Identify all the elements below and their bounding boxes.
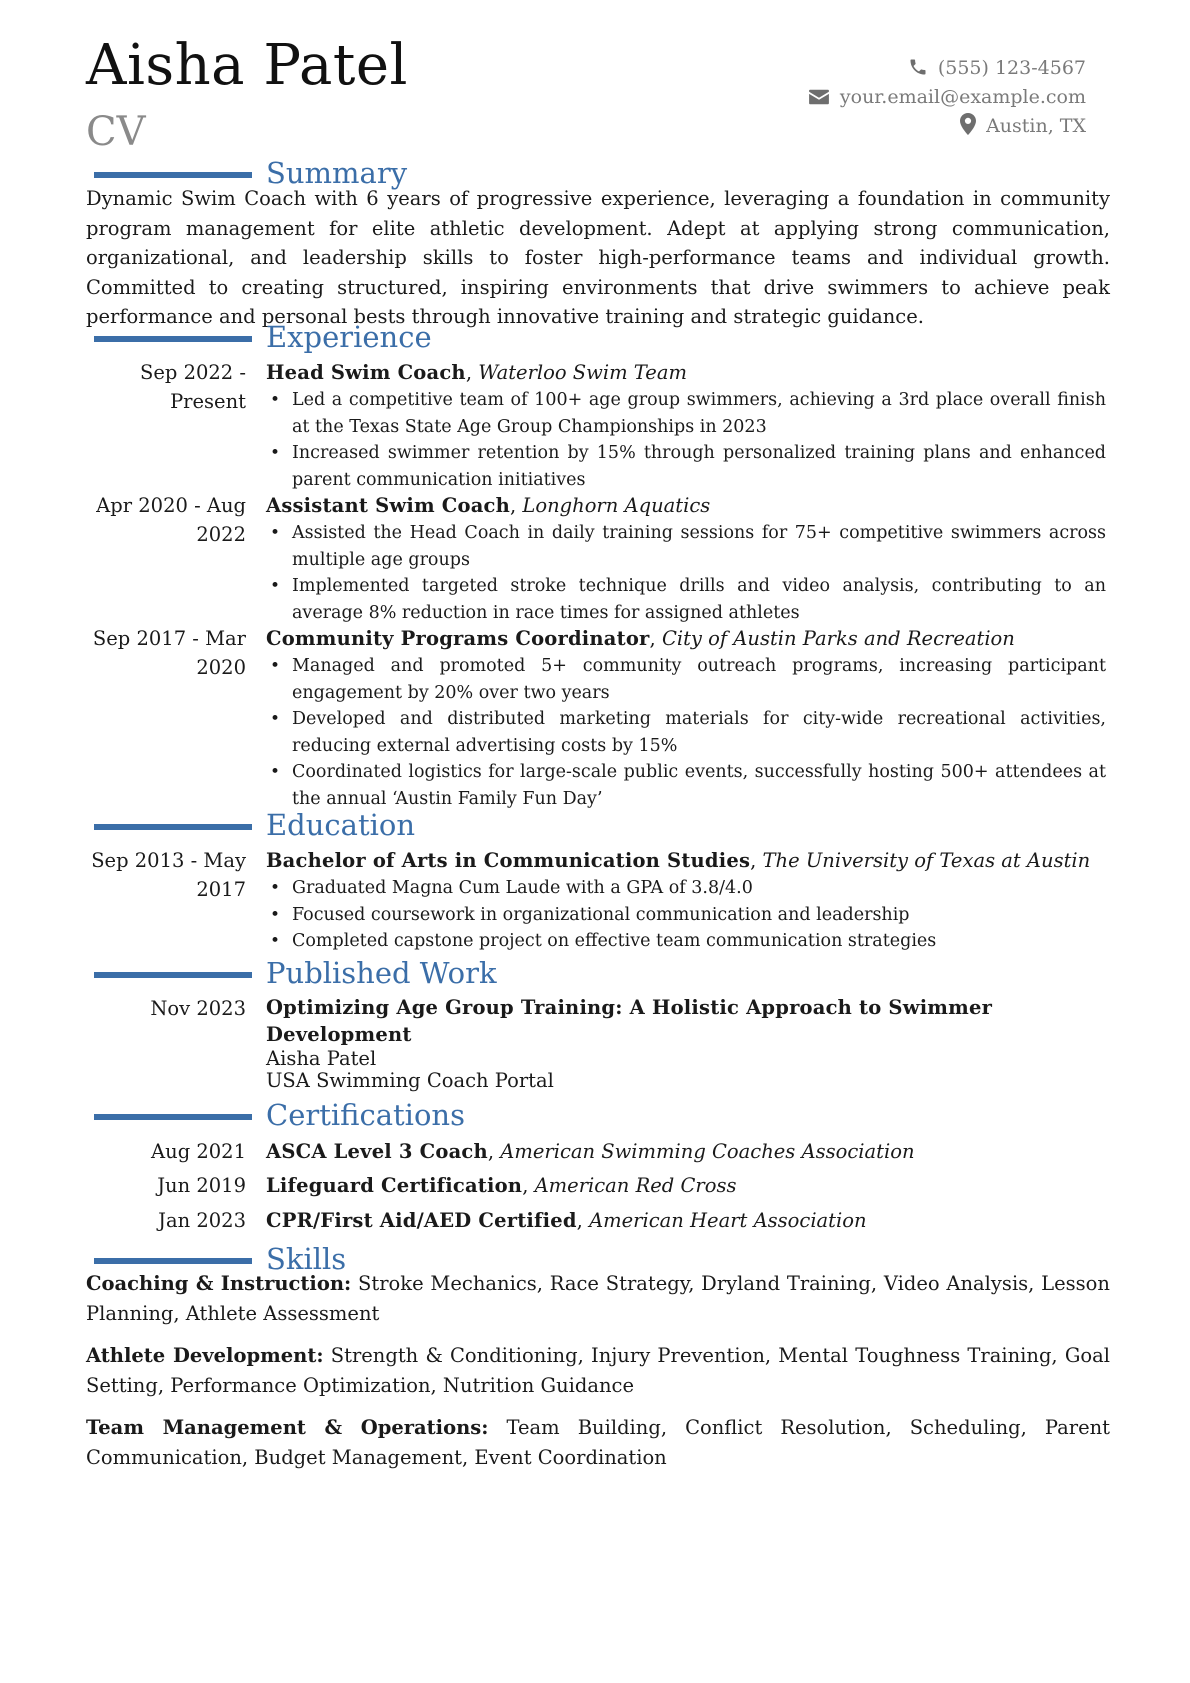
entry-body xyxy=(266,846,1106,955)
entry-date: Sep 2013 - May 2017 xyxy=(91,849,246,901)
institution: The University of Texas at Austin xyxy=(762,849,1091,872)
job-title: Head Swim Coach xyxy=(266,361,466,384)
job-title: Assistant Swim Coach xyxy=(266,494,510,517)
entry-heading: Bachelor of Arts in Communication Studies, The University of Texas at Austin xyxy=(266,849,1091,872)
entry-date: Aug 2021 xyxy=(151,1140,246,1163)
section-title: Experience xyxy=(266,320,432,354)
bullet-list xyxy=(266,387,1106,493)
entry-heading: Assistant Swim Coach, Longhorn Aquatics xyxy=(266,494,711,517)
entry-heading xyxy=(266,994,1106,1048)
list-item: • Developed and distributed marketing materials for city-wide recreational activities, reducing external advertising costs by 15% xyxy=(266,706,1106,759)
section-experience-header xyxy=(0,320,1190,354)
contact-block xyxy=(666,54,1086,141)
job-title: Community Programs Coordinator xyxy=(266,627,650,650)
entry-heading: Head Swim Coach, Waterloo Swim Team xyxy=(266,361,687,384)
skill-group-items: Stroke Mechanics, Race Strategy, Dryland Training, Video Analysis, Lesson Planning, Athlete Assessment xyxy=(86,1272,1110,1325)
skill-group xyxy=(86,1413,1110,1472)
organization: Waterloo Swim Team xyxy=(478,361,687,384)
section-certifications-header xyxy=(0,1098,1190,1132)
entry-date: Jan 2023 xyxy=(158,1209,246,1232)
map-pin-icon xyxy=(960,113,976,135)
list-item: • Managed and promoted 5+ community outreach programs, increasing participant engagement by 20% over two years xyxy=(266,653,1106,706)
entry-heading: ASCA Level 3 Coach, American Swimming Coaches Association xyxy=(266,1140,915,1163)
contact-location xyxy=(666,112,1086,141)
entry-date: Nov 2023 xyxy=(150,997,246,1020)
list-item: • Coordinated logistics for large-scale public events, successfully hosting 500+ attendees at the annual ‘Austin Family Fun Day’ xyxy=(266,759,1106,812)
section-title: Skills xyxy=(266,1242,347,1276)
entry-body xyxy=(266,1137,1106,1166)
publication-venue: USA Swimming Coach Portal xyxy=(266,1069,554,1092)
skill-group-label: Team Management & Operations: xyxy=(86,1416,489,1439)
certification-title: Lifeguard Certification xyxy=(266,1174,523,1197)
section-title: Summary xyxy=(266,156,408,190)
issuer: American Swimming Coaches Association xyxy=(500,1140,915,1163)
candidate-name: Aisha Patel xyxy=(86,33,408,98)
section-education-header xyxy=(0,808,1190,842)
list-item: • Led a competitive team of 100+ age group swimmers, achieving a 3rd place overall finish at the Texas State Age Group Championships in 2023 xyxy=(266,387,1106,440)
contact-phone xyxy=(666,54,1086,83)
entry-date: Sep 2017 - Mar 2020 xyxy=(92,627,246,679)
issuer: American Heart Association xyxy=(589,1209,867,1232)
organization: Longhorn Aquatics xyxy=(522,494,711,517)
section-accent-bar xyxy=(94,824,252,830)
entry-body xyxy=(266,994,1106,1092)
entry-heading: Lifeguard Certification, American Red Cross xyxy=(266,1174,737,1197)
entry-body xyxy=(266,491,1106,626)
entry-body xyxy=(266,1206,1106,1235)
entry-heading: CPR/First Aid/AED Certified, American Heart Association xyxy=(266,1209,867,1232)
summary-text: Dynamic Swim Coach with 6 years of progressive experience, leveraging a foundation in community program management for elite athletic development. Adept at applying strong communication, organizational, and leadership skills to foster high-performance teams and individual growth. Committed to creating structured, inspiring environments that drive swimmers to achieve peak performance and personal bests through innovative training and strategic guidance. xyxy=(86,187,1110,328)
certification-title: CPR/First Aid/AED Certified xyxy=(266,1209,577,1232)
list-item: • Implemented targeted stroke technique drills and video analysis, contributing to an average 8% reduction in race times for assigned athletes xyxy=(266,573,1106,626)
entry-date: Sep 2022 - Present xyxy=(140,361,246,413)
section-accent-bar xyxy=(94,1258,252,1264)
document-subtitle: CV xyxy=(86,109,146,155)
section-published-header xyxy=(0,956,1190,990)
entry-heading: Community Programs Coordinator, City of Austin Parks and Recreation xyxy=(266,627,1015,650)
entry-body xyxy=(266,1171,1106,1200)
organization: City of Austin Parks and Recreation xyxy=(661,627,1015,650)
publication-title: Optimizing Age Group Training: A Holistic Approach to Swimmer Development xyxy=(266,996,993,1046)
entry-date: Apr 2020 - Aug 2022 xyxy=(96,494,246,546)
section-accent-bar xyxy=(94,172,252,178)
bullet-list xyxy=(266,875,1106,955)
skill-group-label: Coaching & Instruction: xyxy=(86,1272,352,1295)
list-item: • Graduated Magna Cum Laude with a GPA of 3.8/4.0 xyxy=(266,875,1106,902)
section-title: Certifications xyxy=(266,1098,465,1132)
list-item: • Assisted the Head Coach in daily training sessions for 75+ competitive swimmers across multiple age groups xyxy=(266,520,1106,573)
phone-text[interactable]: (555) 123-4567 xyxy=(937,57,1086,79)
skill-group xyxy=(86,1341,1110,1400)
publication-author: Aisha Patel xyxy=(266,1047,377,1070)
list-item: • Completed capstone project on effective team communication strategies xyxy=(266,928,1106,955)
location-text: Austin, TX xyxy=(986,115,1086,137)
bullet-list xyxy=(266,520,1106,626)
skill-group xyxy=(86,1269,1110,1328)
entry-body xyxy=(266,624,1106,812)
bullet-list xyxy=(266,653,1106,812)
skills-list xyxy=(86,1269,1110,1485)
skill-group-items: Team Building, Conflict Resolution, Scheduling, Parent Communication, Budget Management, Event Coordination xyxy=(86,1416,1111,1469)
entry-body xyxy=(266,358,1106,493)
skill-group-label: Athlete Development: xyxy=(86,1344,324,1367)
skill-group-items: Strength & Conditioning, Injury Prevention, Mental Toughness Training, Goal Setting, Performance Optimization, Nutrition Guidance xyxy=(86,1344,1111,1397)
envelope-icon xyxy=(808,88,830,106)
section-accent-bar xyxy=(94,1114,252,1120)
list-item: • Increased swimmer retention by 15% through personalized training plans and enhanced parent communication initiatives xyxy=(266,440,1106,493)
section-accent-bar xyxy=(94,972,252,978)
list-item: • Focused coursework in organizational communication and leadership xyxy=(266,902,1106,929)
issuer: American Red Cross xyxy=(534,1174,737,1197)
email-text[interactable]: your.email@example.com xyxy=(839,86,1086,108)
phone-icon xyxy=(908,57,928,77)
contact-email xyxy=(666,83,1086,112)
section-accent-bar xyxy=(94,336,252,342)
entry-date: Jun 2019 xyxy=(157,1174,246,1197)
degree-title: Bachelor of Arts in Communication Studies xyxy=(266,849,751,872)
section-title: Education xyxy=(266,808,416,842)
certification-title: ASCA Level 3 Coach xyxy=(266,1140,488,1163)
section-title: Published Work xyxy=(266,956,497,990)
